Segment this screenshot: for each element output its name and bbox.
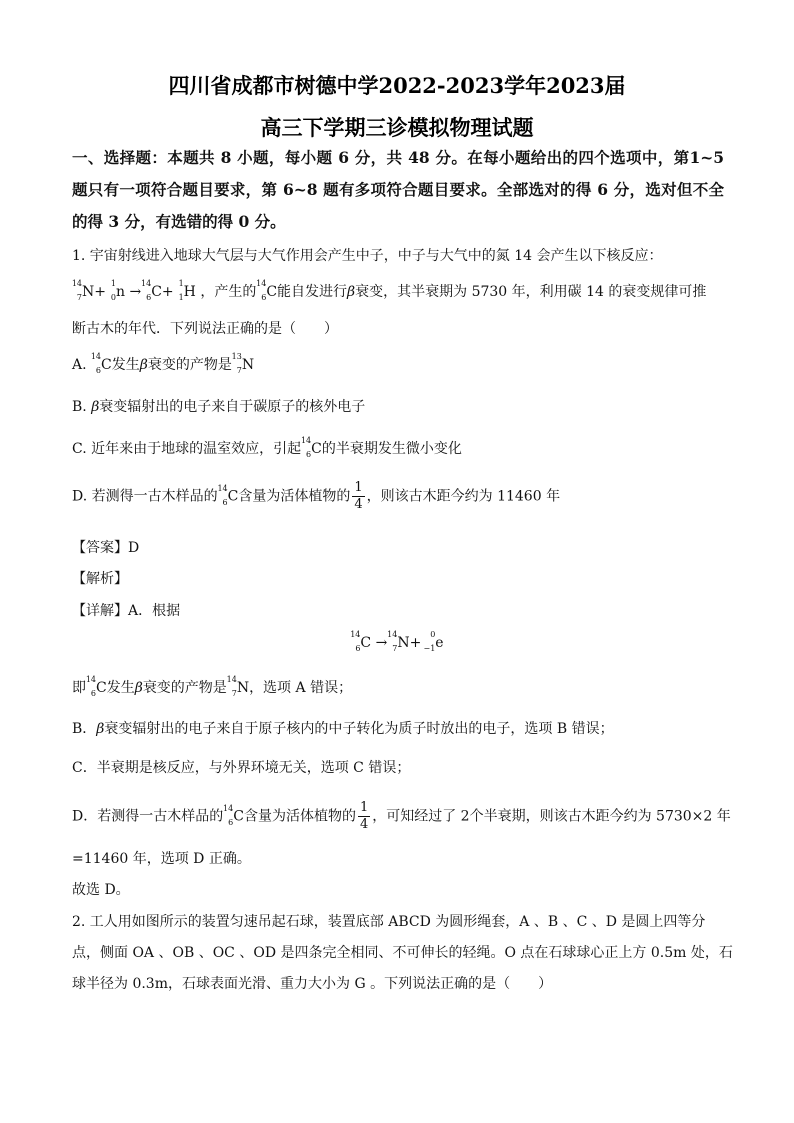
- q1-stem-text-b: 能自发进行: [277, 284, 348, 300]
- page-title-line2: 高三下学期三诊模拟物理试题: [260, 115, 534, 140]
- q2-stem-line1: 2. 工人用如图所示的装置匀速吊起石球，装置底部 ABCD 为圆形绳套，A 、B 、C 、D 是圆上四等分: [72, 914, 706, 930]
- conclusion: 故选 D。: [72, 882, 130, 898]
- q1-option-c: C. 近年来由于地球的温室效应，引起 14 6 C的半衰期发生微小变化: [72, 436, 462, 459]
- q1-stem-line2: 14 7 N+ 1 0 n → 14 6 C+ 1 1 H ，产生的 14 6 C能自发进行β衰变，其半衰期为 5730 年，利用碳 14 的衰变规律可推: [71, 279, 707, 302]
- analysis-label: 【解析】: [72, 571, 128, 587]
- detail-label: 【详解】A．根据: [72, 603, 181, 619]
- q2-stem-line2: 点，侧面 OA 、OB 、OC 、OD 是四条完全相同、不可伸长的轻绳。O 点在石球球心正上方 0.5m 处，石: [72, 945, 733, 961]
- section-heading: 一、选择题：本题共 8 小题，每小题 6 分，共 48 分。在每小题给出的四个选项中，第1~5 题只有一项符合题目要求，第 6~8 题有多项符合题目要求。全部选对的得 6 分，选对但不全的得 3 分，有选错的得 0 分。: [72, 148, 724, 231]
- q1-stem-text-c: 衰变，其半衰期为 5730 年，利用碳 14 的衰变规律可推: [355, 284, 707, 300]
- q1-stem-line1: 1. 宇宙射线进入地球大气层与大气作用会产生中子，中子与大气中的氮 14 会产生以下核反应：: [72, 248, 663, 264]
- explanation-d-line2: =11460 年，选项 D 正确。: [72, 851, 251, 867]
- explanation-a: 即 14 6 C发生β衰变的产物是 14 7 N，选项 A 错误；: [72, 675, 353, 698]
- decay-equation: 14 6 C → 14 7 N+ 0 −1 e: [350, 630, 444, 653]
- q1-option-b: B. β衰变辐射出的电子来自于碳原子的核外电子: [72, 399, 366, 415]
- q1-option-d: D. 若测得一古木样品的 14 6 C含量为活体植物的 $\frac{1}{4}$ ，则该古木距今约为 11460 年: [72, 480, 561, 512]
- explanation-b: B．β衰变辐射出的电子来自于原子核内的中子转化为质子时放出的电子，选项 B 错误；: [72, 721, 614, 737]
- q1-stem-text-a: ，产生的: [200, 284, 257, 300]
- answer-label: 【答案】D: [72, 540, 140, 556]
- q2-stem-line3: 球半径为 0.3m，石球表面光滑、重力大小为 G 。下列说法正确的是（ ）: [72, 976, 553, 992]
- explanation-c: C．半衰期是核反应，与外界环境无关，选项 C 错误；: [72, 760, 411, 776]
- reaction-equation: 14 7 N+ 1 0 n → 14 6 C+ 1 1 H: [71, 279, 196, 302]
- explanation-d: D．若测得一古木样品的 14 6 C含量为活体植物的 $\frac{1}{4}$ ，可知经过了 2个半衰期，则该古木距今约为 5730×2 年: [72, 800, 731, 832]
- q1-option-a: A. 14 6 C发生β衰变的产物是 13 7 N: [72, 352, 255, 375]
- fraction: $\frac{1}{4}$: [354, 480, 363, 512]
- q1-stem-line3: 断古木的年代．下列说法正确的是（ ）: [72, 321, 338, 337]
- page-title-line1: 四川省成都市树德中学2022-2023学年2023届: [168, 73, 626, 98]
